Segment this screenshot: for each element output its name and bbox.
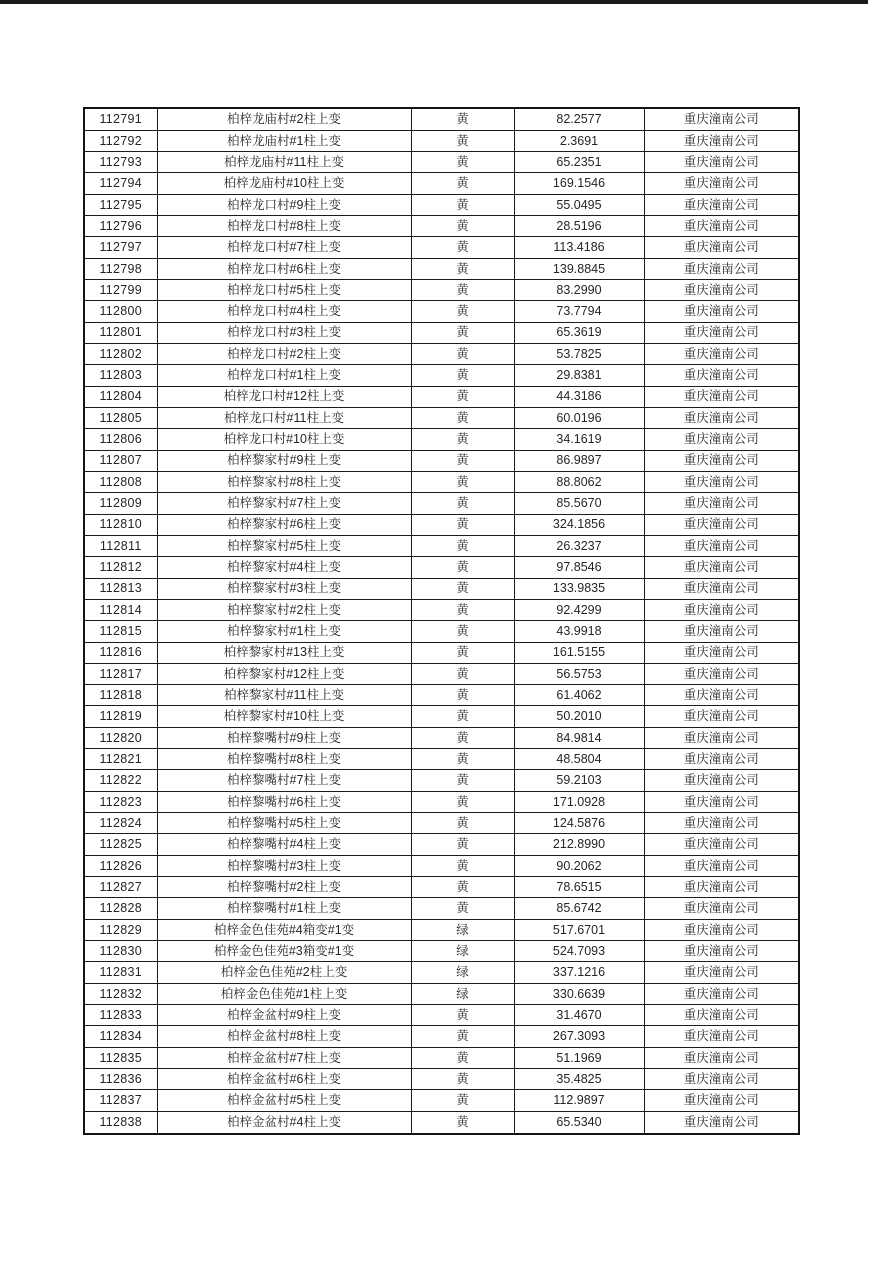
cell-company: 重庆潼南公司	[644, 621, 799, 642]
cell-company: 重庆潼南公司	[644, 727, 799, 748]
cell-record-id: 112813	[84, 578, 157, 599]
table-row	[84, 322, 799, 343]
cell-company: 重庆潼南公司	[644, 301, 799, 322]
cell-company: 重庆潼南公司	[644, 941, 799, 962]
cell-device-name: 柏梓金色佳苑#1柱上变	[157, 983, 411, 1004]
cell-value: 60.0196	[514, 407, 644, 428]
cell-value: 90.2062	[514, 855, 644, 876]
cell-value: 53.7825	[514, 343, 644, 364]
cell-status-label: 黄	[411, 1111, 514, 1134]
table-row	[84, 237, 799, 258]
cell-device-name: 柏梓黎嘴村#5柱上变	[157, 813, 411, 834]
cell-status-label: 黄	[411, 535, 514, 556]
cell-value: 124.5876	[514, 813, 644, 834]
cell-value: 50.2010	[514, 706, 644, 727]
cell-record-id: 112821	[84, 749, 157, 770]
cell-record-id: 112793	[84, 151, 157, 172]
cell-value: 330.6639	[514, 983, 644, 1004]
table-row	[84, 279, 799, 300]
table-row	[84, 727, 799, 748]
table-row	[84, 877, 799, 898]
table-row	[84, 471, 799, 492]
cell-value: 324.1856	[514, 514, 644, 535]
cell-status-label: 黄	[411, 1069, 514, 1090]
table-row	[84, 770, 799, 791]
table-row	[84, 173, 799, 194]
cell-status-label: 黄	[411, 429, 514, 450]
cell-value: 133.9835	[514, 578, 644, 599]
cell-company: 重庆潼南公司	[644, 407, 799, 428]
cell-status-label: 黄	[411, 450, 514, 471]
cell-company: 重庆潼南公司	[644, 386, 799, 407]
cell-device-name: 柏梓金色佳苑#4箱变#1变	[157, 919, 411, 940]
table-row	[84, 429, 799, 450]
cell-record-id: 112802	[84, 343, 157, 364]
cell-device-name: 柏梓龙口村#12柱上变	[157, 386, 411, 407]
cell-value: 88.8062	[514, 471, 644, 492]
cell-status-label: 黄	[411, 130, 514, 151]
cell-value: 86.9897	[514, 450, 644, 471]
table-row	[84, 578, 799, 599]
cell-company: 重庆潼南公司	[644, 919, 799, 940]
cell-record-id: 112833	[84, 1005, 157, 1026]
table-row	[84, 1069, 799, 1090]
cell-record-id: 112810	[84, 514, 157, 535]
cell-value: 65.2351	[514, 151, 644, 172]
cell-value: 139.8845	[514, 258, 644, 279]
table-row	[84, 642, 799, 663]
table-row	[84, 130, 799, 151]
cell-company: 重庆潼南公司	[644, 663, 799, 684]
table-row	[84, 365, 799, 386]
cell-company: 重庆潼南公司	[644, 1111, 799, 1134]
cell-device-name: 柏梓龙口村#6柱上变	[157, 258, 411, 279]
cell-company: 重庆潼南公司	[644, 151, 799, 172]
cell-record-id: 112819	[84, 706, 157, 727]
cell-record-id: 112800	[84, 301, 157, 322]
cell-company: 重庆潼南公司	[644, 557, 799, 578]
cell-status-label: 黄	[411, 343, 514, 364]
cell-value: 65.3619	[514, 322, 644, 343]
cell-status-label: 黄	[411, 322, 514, 343]
cell-record-id: 112824	[84, 813, 157, 834]
cell-device-name: 柏梓黎嘴村#7柱上变	[157, 770, 411, 791]
cell-status-label: 黄	[411, 151, 514, 172]
cell-value: 48.5804	[514, 749, 644, 770]
cell-status-label: 黄	[411, 194, 514, 215]
cell-company: 重庆潼南公司	[644, 471, 799, 492]
window-top-edge	[0, 0, 868, 4]
cell-device-name: 柏梓龙庙村#2柱上变	[157, 108, 411, 130]
cell-company: 重庆潼南公司	[644, 834, 799, 855]
cell-value: 65.5340	[514, 1111, 644, 1134]
cell-value: 212.8990	[514, 834, 644, 855]
cell-device-name: 柏梓黎家村#12柱上变	[157, 663, 411, 684]
cell-record-id: 112812	[84, 557, 157, 578]
cell-record-id: 112796	[84, 215, 157, 236]
cell-record-id: 112815	[84, 621, 157, 642]
cell-device-name: 柏梓金盆村#7柱上变	[157, 1047, 411, 1068]
cell-device-name: 柏梓黎嘴村#2柱上变	[157, 877, 411, 898]
cell-value: 51.1969	[514, 1047, 644, 1068]
cell-record-id: 112838	[84, 1111, 157, 1134]
cell-device-name: 柏梓金色佳苑#2柱上变	[157, 962, 411, 983]
cell-record-id: 112816	[84, 642, 157, 663]
table-row	[84, 301, 799, 322]
cell-company: 重庆潼南公司	[644, 343, 799, 364]
cell-value: 55.0495	[514, 194, 644, 215]
cell-company: 重庆潼南公司	[644, 1005, 799, 1026]
cell-record-id: 112831	[84, 962, 157, 983]
transformer-table	[83, 107, 800, 1135]
cell-status-label: 黄	[411, 1090, 514, 1111]
table-row	[84, 194, 799, 215]
cell-status-label: 黄	[411, 898, 514, 919]
cell-record-id: 112823	[84, 791, 157, 812]
cell-record-id: 112822	[84, 770, 157, 791]
table-row	[84, 1047, 799, 1068]
cell-value: 61.4062	[514, 685, 644, 706]
cell-record-id: 112808	[84, 471, 157, 492]
cell-company: 重庆潼南公司	[644, 493, 799, 514]
cell-status-label: 黄	[411, 578, 514, 599]
cell-device-name: 柏梓黎家村#6柱上变	[157, 514, 411, 535]
cell-value: 85.5670	[514, 493, 644, 514]
cell-record-id: 112806	[84, 429, 157, 450]
cell-record-id: 112801	[84, 322, 157, 343]
cell-device-name: 柏梓龙庙村#11柱上变	[157, 151, 411, 172]
cell-value: 43.9918	[514, 621, 644, 642]
cell-device-name: 柏梓金盆村#4柱上变	[157, 1111, 411, 1134]
table-row	[84, 962, 799, 983]
table-row	[84, 450, 799, 471]
cell-device-name: 柏梓黎家村#7柱上变	[157, 493, 411, 514]
table-row	[84, 941, 799, 962]
cell-status-label: 黄	[411, 1047, 514, 1068]
table-row	[84, 386, 799, 407]
cell-record-id: 112792	[84, 130, 157, 151]
cell-company: 重庆潼南公司	[644, 855, 799, 876]
cell-record-id: 112829	[84, 919, 157, 940]
cell-status-label: 黄	[411, 706, 514, 727]
cell-device-name: 柏梓黎家村#4柱上变	[157, 557, 411, 578]
cell-company: 重庆潼南公司	[644, 791, 799, 812]
cell-device-name: 柏梓黎家村#1柱上变	[157, 621, 411, 642]
table-row	[84, 215, 799, 236]
cell-value: 59.2103	[514, 770, 644, 791]
cell-company: 重庆潼南公司	[644, 450, 799, 471]
cell-record-id: 112809	[84, 493, 157, 514]
table-row	[84, 514, 799, 535]
cell-status-label: 黄	[411, 621, 514, 642]
table-row	[84, 258, 799, 279]
cell-company: 重庆潼南公司	[644, 599, 799, 620]
cell-company: 重庆潼南公司	[644, 685, 799, 706]
cell-value: 26.3237	[514, 535, 644, 556]
cell-record-id: 112807	[84, 450, 157, 471]
cell-company: 重庆潼南公司	[644, 983, 799, 1004]
cell-record-id: 112827	[84, 877, 157, 898]
table-row	[84, 1005, 799, 1026]
table-row	[84, 791, 799, 812]
cell-record-id: 112791	[84, 108, 157, 130]
cell-record-id: 112805	[84, 407, 157, 428]
table-row	[84, 898, 799, 919]
cell-company: 重庆潼南公司	[644, 322, 799, 343]
table-row	[84, 983, 799, 1004]
cell-device-name: 柏梓黎家村#9柱上变	[157, 450, 411, 471]
cell-company: 重庆潼南公司	[644, 215, 799, 236]
cell-value: 44.3186	[514, 386, 644, 407]
cell-status-label: 黄	[411, 365, 514, 386]
cell-device-name: 柏梓金盆村#6柱上变	[157, 1069, 411, 1090]
cell-company: 重庆潼南公司	[644, 365, 799, 386]
cell-value: 31.4670	[514, 1005, 644, 1026]
cell-company: 重庆潼南公司	[644, 1069, 799, 1090]
cell-record-id: 112804	[84, 386, 157, 407]
cell-device-name: 柏梓龙口村#11柱上变	[157, 407, 411, 428]
cell-status-label: 黄	[411, 749, 514, 770]
cell-value: 83.2990	[514, 279, 644, 300]
cell-record-id: 112818	[84, 685, 157, 706]
cell-record-id: 112799	[84, 279, 157, 300]
cell-status-label: 黄	[411, 258, 514, 279]
cell-record-id: 112826	[84, 855, 157, 876]
table-body	[84, 108, 799, 1134]
cell-company: 重庆潼南公司	[644, 706, 799, 727]
table-row	[84, 108, 799, 130]
cell-status-label: 绿	[411, 941, 514, 962]
table-row	[84, 1111, 799, 1134]
cell-device-name: 柏梓龙口村#3柱上变	[157, 322, 411, 343]
cell-device-name: 柏梓黎嘴村#3柱上变	[157, 855, 411, 876]
cell-status-label: 黄	[411, 727, 514, 748]
cell-status-label: 黄	[411, 599, 514, 620]
cell-status-label: 黄	[411, 685, 514, 706]
cell-device-name: 柏梓龙庙村#10柱上变	[157, 173, 411, 194]
cell-status-label: 黄	[411, 386, 514, 407]
cell-value: 92.4299	[514, 599, 644, 620]
cell-value: 169.1546	[514, 173, 644, 194]
cell-status-label: 黄	[411, 770, 514, 791]
cell-company: 重庆潼南公司	[644, 1090, 799, 1111]
cell-device-name: 柏梓黎嘴村#6柱上变	[157, 791, 411, 812]
table-row	[84, 685, 799, 706]
cell-value: 73.7794	[514, 301, 644, 322]
cell-device-name: 柏梓金色佳苑#3箱变#1变	[157, 941, 411, 962]
cell-device-name: 柏梓黎家村#5柱上变	[157, 535, 411, 556]
cell-company: 重庆潼南公司	[644, 813, 799, 834]
cell-value: 524.7093	[514, 941, 644, 962]
table-row	[84, 1090, 799, 1111]
cell-status-label: 绿	[411, 919, 514, 940]
cell-record-id: 112820	[84, 727, 157, 748]
cell-status-label: 黄	[411, 1005, 514, 1026]
cell-device-name: 柏梓龙口村#2柱上变	[157, 343, 411, 364]
cell-status-label: 黄	[411, 514, 514, 535]
cell-record-id: 112835	[84, 1047, 157, 1068]
cell-status-label: 黄	[411, 407, 514, 428]
cell-device-name: 柏梓黎家村#3柱上变	[157, 578, 411, 599]
cell-company: 重庆潼南公司	[644, 578, 799, 599]
cell-device-name: 柏梓黎嘴村#8柱上变	[157, 749, 411, 770]
table-row	[84, 599, 799, 620]
cell-status-label: 黄	[411, 471, 514, 492]
cell-value: 112.9897	[514, 1090, 644, 1111]
cell-device-name: 柏梓金盆村#9柱上变	[157, 1005, 411, 1026]
cell-device-name: 柏梓黎嘴村#1柱上变	[157, 898, 411, 919]
cell-record-id: 112811	[84, 535, 157, 556]
cell-company: 重庆潼南公司	[644, 535, 799, 556]
cell-status-label: 黄	[411, 108, 514, 130]
cell-device-name: 柏梓龙庙村#1柱上变	[157, 130, 411, 151]
cell-value: 78.6515	[514, 877, 644, 898]
table-row	[84, 493, 799, 514]
table-row	[84, 1026, 799, 1047]
cell-value: 84.9814	[514, 727, 644, 748]
cell-record-id: 112803	[84, 365, 157, 386]
cell-company: 重庆潼南公司	[644, 258, 799, 279]
cell-device-name: 柏梓龙口村#4柱上变	[157, 301, 411, 322]
table-row	[84, 535, 799, 556]
cell-value: 56.5753	[514, 663, 644, 684]
cell-company: 重庆潼南公司	[644, 962, 799, 983]
cell-record-id: 112825	[84, 834, 157, 855]
cell-value: 34.1619	[514, 429, 644, 450]
cell-company: 重庆潼南公司	[644, 770, 799, 791]
cell-record-id: 112828	[84, 898, 157, 919]
cell-status-label: 黄	[411, 493, 514, 514]
cell-status-label: 绿	[411, 983, 514, 1004]
cell-status-label: 黄	[411, 642, 514, 663]
cell-value: 337.1216	[514, 962, 644, 983]
table-row	[84, 834, 799, 855]
cell-value: 35.4825	[514, 1069, 644, 1090]
table-row	[84, 407, 799, 428]
cell-company: 重庆潼南公司	[644, 642, 799, 663]
cell-status-label: 黄	[411, 663, 514, 684]
cell-status-label: 黄	[411, 279, 514, 300]
cell-record-id: 112817	[84, 663, 157, 684]
cell-status-label: 黄	[411, 237, 514, 258]
cell-record-id: 112798	[84, 258, 157, 279]
cell-company: 重庆潼南公司	[644, 1047, 799, 1068]
cell-device-name: 柏梓龙口村#10柱上变	[157, 429, 411, 450]
cell-record-id: 112836	[84, 1069, 157, 1090]
cell-company: 重庆潼南公司	[644, 429, 799, 450]
table-row	[84, 663, 799, 684]
cell-company: 重庆潼南公司	[644, 130, 799, 151]
cell-value: 28.5196	[514, 215, 644, 236]
cell-value: 82.2577	[514, 108, 644, 130]
cell-device-name: 柏梓黎家村#13柱上变	[157, 642, 411, 663]
cell-device-name: 柏梓黎家村#8柱上变	[157, 471, 411, 492]
cell-company: 重庆潼南公司	[644, 237, 799, 258]
cell-device-name: 柏梓黎家村#2柱上变	[157, 599, 411, 620]
cell-record-id: 112832	[84, 983, 157, 1004]
cell-company: 重庆潼南公司	[644, 898, 799, 919]
cell-value: 267.3093	[514, 1026, 644, 1047]
cell-company: 重庆潼南公司	[644, 108, 799, 130]
cell-device-name: 柏梓黎嘴村#9柱上变	[157, 727, 411, 748]
table-row	[84, 813, 799, 834]
cell-device-name: 柏梓龙口村#5柱上变	[157, 279, 411, 300]
cell-status-label: 黄	[411, 557, 514, 578]
cell-record-id: 112814	[84, 599, 157, 620]
cell-status-label: 黄	[411, 215, 514, 236]
cell-device-name: 柏梓金盆村#5柱上变	[157, 1090, 411, 1111]
cell-device-name: 柏梓黎家村#10柱上变	[157, 706, 411, 727]
cell-status-label: 黄	[411, 813, 514, 834]
cell-status-label: 黄	[411, 301, 514, 322]
cell-company: 重庆潼南公司	[644, 877, 799, 898]
cell-value: 85.6742	[514, 898, 644, 919]
cell-record-id: 112830	[84, 941, 157, 962]
cell-status-label: 黄	[411, 877, 514, 898]
table-row	[84, 706, 799, 727]
cell-value: 517.6701	[514, 919, 644, 940]
cell-company: 重庆潼南公司	[644, 279, 799, 300]
cell-status-label: 黄	[411, 1026, 514, 1047]
cell-status-label: 绿	[411, 962, 514, 983]
table-row	[84, 749, 799, 770]
cell-company: 重庆潼南公司	[644, 173, 799, 194]
table-row	[84, 557, 799, 578]
cell-company: 重庆潼南公司	[644, 194, 799, 215]
cell-value: 2.3691	[514, 130, 644, 151]
cell-device-name: 柏梓黎嘴村#4柱上变	[157, 834, 411, 855]
cell-record-id: 112834	[84, 1026, 157, 1047]
cell-value: 97.8546	[514, 557, 644, 578]
cell-value: 113.4186	[514, 237, 644, 258]
cell-record-id: 112795	[84, 194, 157, 215]
cell-device-name: 柏梓龙口村#8柱上变	[157, 215, 411, 236]
cell-device-name: 柏梓龙口村#9柱上变	[157, 194, 411, 215]
cell-device-name: 柏梓龙口村#1柱上变	[157, 365, 411, 386]
cell-status-label: 黄	[411, 855, 514, 876]
cell-value: 171.0928	[514, 791, 644, 812]
cell-company: 重庆潼南公司	[644, 514, 799, 535]
cell-record-id: 112797	[84, 237, 157, 258]
cell-device-name: 柏梓黎家村#11柱上变	[157, 685, 411, 706]
cell-status-label: 黄	[411, 173, 514, 194]
cell-device-name: 柏梓金盆村#8柱上变	[157, 1026, 411, 1047]
table-row	[84, 919, 799, 940]
table-row	[84, 151, 799, 172]
cell-status-label: 黄	[411, 834, 514, 855]
table-row	[84, 855, 799, 876]
cell-status-label: 黄	[411, 791, 514, 812]
cell-company: 重庆潼南公司	[644, 749, 799, 770]
table-row	[84, 621, 799, 642]
cell-value: 161.5155	[514, 642, 644, 663]
cell-device-name: 柏梓龙口村#7柱上变	[157, 237, 411, 258]
cell-company: 重庆潼南公司	[644, 1026, 799, 1047]
cell-record-id: 112794	[84, 173, 157, 194]
cell-value: 29.8381	[514, 365, 644, 386]
table-row	[84, 343, 799, 364]
cell-record-id: 112837	[84, 1090, 157, 1111]
